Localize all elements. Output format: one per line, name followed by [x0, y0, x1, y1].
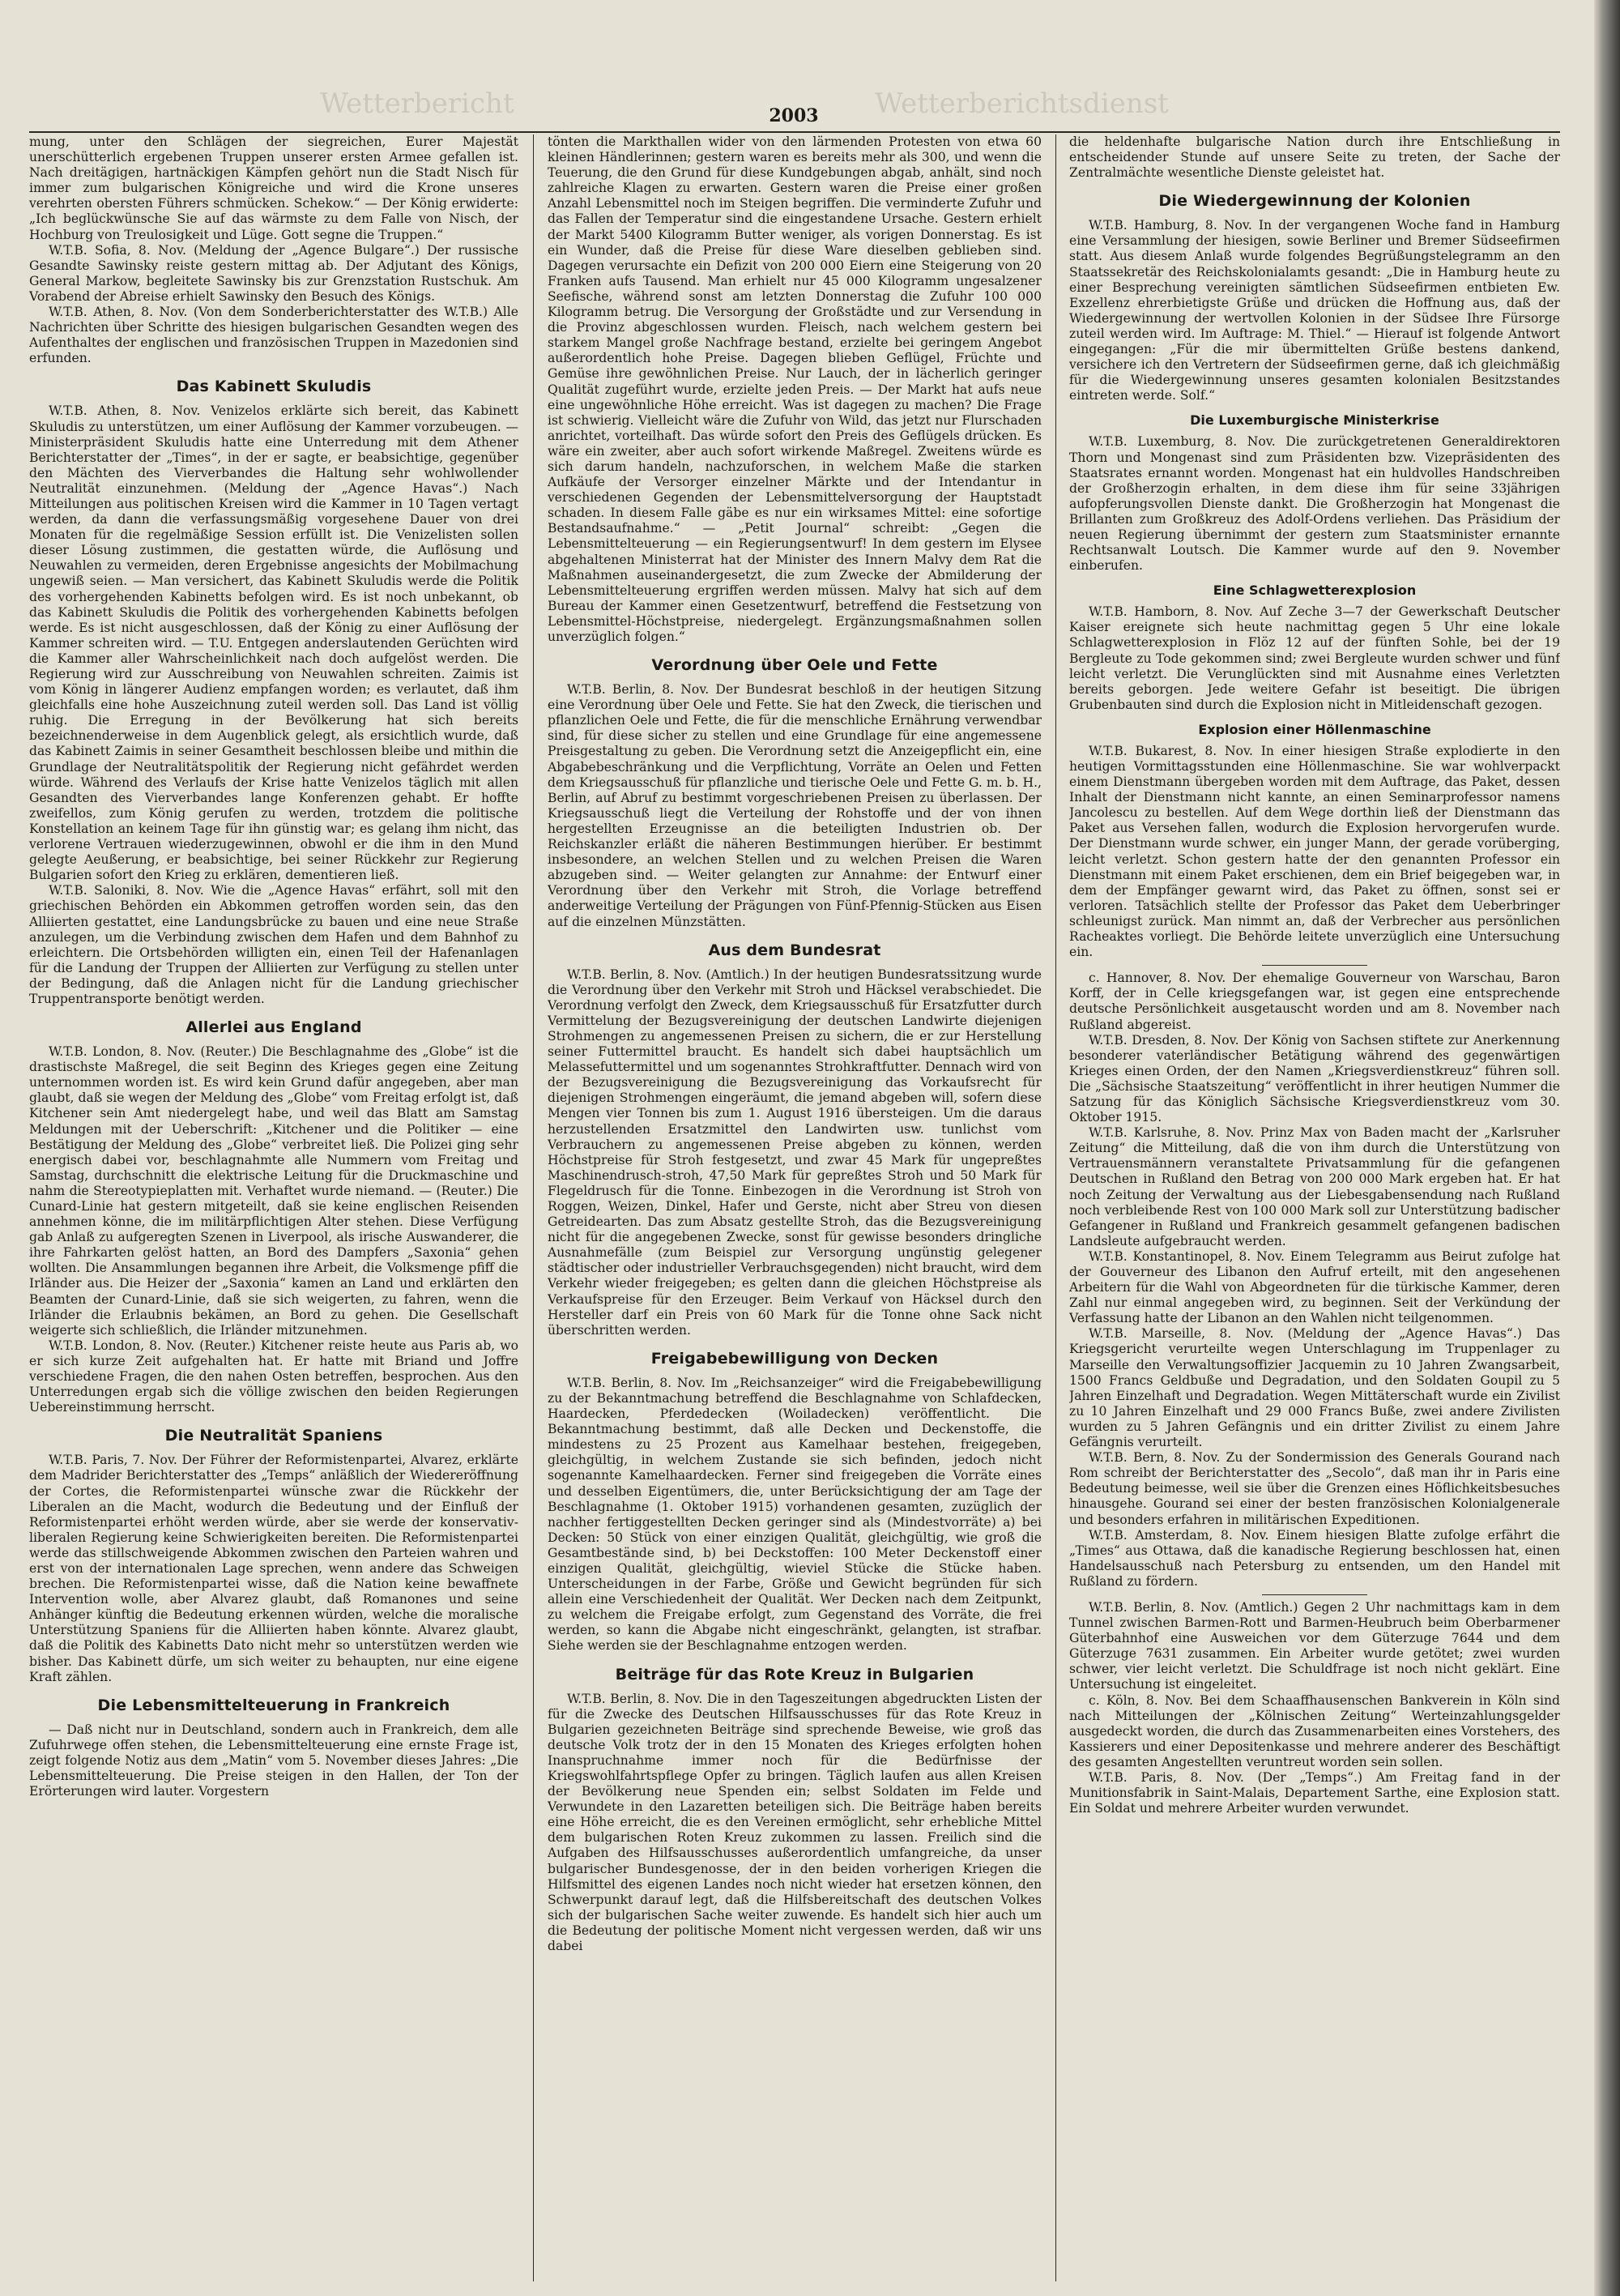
- article-paragraph: W.T.B. Hamborn, 8. Nov. Auf Zeche 3—7 der Gewerkschaft Deutscher Kaiser ereignete sich heute nachmittag gegen 5 Uhr eine lokale Schlagwetterexplosion in Flöz 12 auf der fünften Sohle, bei der 19 Bergleute zu Tode gekommen sind; zwei Bergleute wurden schwer und fünf leicht verletzt. Die Verunglückten sind mit Ausnahme eines Verletzten bereits geborgen. Jede weitere Gefahr ist beseitigt. Die übrigen Grubenbauten sind durch die Explosion nicht in Mitleidenschaft gezogen.: [1069, 604, 1560, 712]
- article-paragraph: W.T.B. Dresden, 8. Nov. Der König von Sachsen stiftete zur Anerkennung besonderer vaterländischer Betätigung während des gegenwärtigen Krieges einen Orden, der den Namen „Kriegsverdienstkreuz“ führen soll. Die „Sächsische Staatszeitung“ veröffentlicht in ihrer heutigen Nummer die Satzung für das Königlich Sächsische Kriegsverdienstkreuz vom 30. Oktober 1915.: [1069, 1032, 1560, 1125]
- page-number: 2003: [769, 105, 819, 126]
- article-paragraph: W.T.B. Athen, 8. Nov. Venizelos erklärte sich bereit, das Kabinett Skuludis zu unterstützen, um einer Auflösung der Kammer vorzubeugen. — Ministerpräsident Skuludis hatte eine Unterredung mit dem Athener Berichterstatter der „Times“, in der er sagte, er beabsichtige, gegenüber den Mächten des Vierverbandes die Haltung sehr wohlwollender Neutralität einzunehmen. (Meldung der „Agence Havas“.) Nach Mitteilungen aus politischen Kreisen wird die Kammer in 10 Tagen vertagt werden, da dann die verfassungsmäßig vorgesehene Dauer von drei Monaten für die regelmäßige Session erfüllt ist. Die Venizelisten sollen dieser Lösung zustimmen, die gestatten würde, die Auflösung und Neuwahlen zu vermeiden, deren Ergebnisse angesichts der Mobilmachung ungewiß seien. — Man versichert, das Kabinett Skuludis werde die Politik des vorhergehenden Kabinetts befolgen wird. Es ist noch unbekannt, ob das Kabinett Skuludis die Politik des vorhergehenden Kabinetts befolgen werde. Es ist nicht ausgeschlossen, daß der König zu einer Auflösung der Kammer schreiten wird. — T.U. Entgegen anderslautenden Gerüchten wird die Kammer aller Wahrscheinlichkeit nach doch aufgelöst werden. Die Regierung wird zur Ausschreibung von Neuwahlen schreiten. Zaimis ist vom König in längerer Audienz empfangen worden; es verlautet, daß ihm gleichfalls eine hohe Auszeichnung zuteil werden soll. Das Land ist völlig ruhig. Die Erregung in der Bevölkerung hat sich bereits bezeichnenderweise in dem Augenblick gelegt, als ersichtlich wurde, daß das Kabinett Zaimis in seiner Gesamtheit beschlossen bleibe und mithin die Grundlage der Neutralitätspolitik der Regierung nicht gefährdet werden würde. Während des Verlaufs der Krise hatte Venizelos täglich mit allen Gesandten des Vierverbandes lange Konferenzen gehabt. Er hoffte zweifellos, zum König gerufen zu werden, trotzdem die politische Konstellation an keinem Tage für ihn günstig war; es gelang ihm nicht, das verlorene Vertrauen wiederzugewinnen, obwohl er die ihm in den Mund gelegte Aeußerung, er beabsichtige, bei seiner Rückkehr zur Regierung Bulgarien sofort den Krieg zu erklären, dementieren ließ.: [29, 403, 518, 883]
- continued-paragraph: die heldenhafte bulgarische Nation durch ihre Entschließung in entscheidender Stunde auf unsere Seite zu treten, der Sache der Zentralmächte wesentliche Dienste geleistet hat.: [1069, 134, 1560, 181]
- article-subheadline: Eine Schlagwetterexplosion: [1213, 583, 1417, 599]
- article-paragraph: W.T.B. Saloniki, 8. Nov. Wie die „Agence Havas“ erfährt, soll mit den griechischen Behörden ein Abkommen getroffen worden sein, das den Alliierten gestattet, eine Landungsbrücke zu bauen und eine neue Straße anzulegen, um die Verbindung zwischen dem Hafen und dem Bahnhof zu erleichtern. Die Ortsbehörden willigten ein, einen Teil der Hafenanlagen für die Landung der Truppen der Alliierten zur Verfügung zu stellen unter der Bedingung, daß die Anlagen nicht für die Landung griechischer Truppentransporte benötigt werden.: [29, 883, 518, 1006]
- article-headline: Freigabebewilligung von Decken: [650, 1349, 939, 1368]
- article-paragraph: W.T.B. London, 8. Nov. (Reuter.) Die Beschlagnahme des „Globe“ ist die drastischste Maßregel, die seit Beginn des Krieges gegen eine Zeitung unternommen worden ist. Es wird kein Grund dafür angegeben, aber man glaubt, daß sie wegen der Meldung des „Globe“ vom Freitag erfolgt ist, daß Kitchener sein Amt niedergelegt habe, und weil das Blatt am Samstag Meldungen mit der Ueberschrift: „Kitchener und die Politiker — eine Bestätigung der Meldung des „Globe“ verbreitet ließ. Die Polizei ging sehr energisch dabei vor, beschlagnahmte alle Nummern vom Freitag und Samstag, durchschnitt die elektrische Leitung für die Druckmaschine und nahm die Stereotypieplatten mit. Verhaftet wurde niemand. — (Reuter.) Die Cunard-Linie hat gestern mitgeteilt, daß sie keine englischen Reisenden annehmen könne, die im militärpflichtigen Alter stehen. Diese Verfügung gab Anlaß zu aufgeregten Szenen in Liverpool, als irische Auswanderer, die ihre Fahrkarten gelöst hatten, an Bord des Dampfers „Saxonia“ gehen wollten. Die Ansammlungen begannen ihre Arbeit, die Volksmenge pfiff die Irländer aus. Die Heizer der „Saxonia“ kamen an Land und erklärten den Beamten der Cunard-Linie, daß sie sich weigerten, zu fahren, wenn die Irländer die Erlaubnis bekämen, an Bord zu gehen. Die Gesellschaft weigerte sich schließlich, die Irländer mitzunehmen.: [29, 1044, 518, 1338]
- article-headline: Aus dem Bundesrat: [708, 941, 881, 959]
- header-rule: [29, 131, 1560, 133]
- article-paragraph: W.T.B. Berlin, 8. Nov. Die in den Tageszeitungen abgedruckten Listen der für die Zwecke des Deutschen Hilfsausschusses für das Rote Kreuz in Bulgarien gezeichneten Beiträge sind sprechende Beweise, wie groß das deutsche Volk trotz der in den 15 Monaten des Krieges erfolgten hohen Inanspruchnahme immer noch für die Bedürfnisse der Kriegswohlfahrtspflege Opfer zu bringen. Täglich laufen aus allen Kreisen der Bevölkerung neue Spenden ein; selbst Soldaten im Felde und Verwundete in den Lazaretten beteiligen sich. Die Beiträge haben bereits eine Höhe erreicht, die es den Vereinen ermöglicht, sehr erhebliche Mittel dem bulgarischen Roten Kreuz zukommen zu lassen. Freilich sind die Aufgaben des Hilfsausschusses außerordentlich umfangreiche, da unser bulgarischer Bundesgenosse, der in den beiden vorherigen Kriegen die Hilfsmittel des eigenen Landes noch nicht wieder hat ersetzen können, den Schwerpunkt darauf legt, daß die Hilfsbereitschaft des deutschen Volkes sich der bulgarischen Sache weiter zuwende. Es handelt sich hier auch um die Bedeutung der politische Moment nicht vergessen werden, daß wir uns dabei: [548, 1691, 1042, 1954]
- column-2: [548, 134, 1042, 2281]
- article-paragraph: W.T.B. Sofia, 8. Nov. (Meldung der „Agence Bulgare“.) Der russische Gesandte Sawinsky reiste gestern mittag ab. Der Adjutant des Königs, General Markow, begleitete Sawinsky bis zur Grenzstation Rustschuk. Am Vorabend der Abreise erhielt Sawinsky den Besuch des Königs.: [29, 242, 518, 304]
- article-paragraph: — Daß nicht nur in Deutschland, sondern auch in Frankreich, dem alle Zufuhrwege offen stehen, die Lebensmittelteuerung eine ernste Frage ist, zeigt folgende Notiz aus dem „Matin“ vom 5. November dieses Jahres: „Die Lebensmittelteuerung. Die Preise steigen in den Hallen, der Ton der Erörterungen wird lauter. Vorgestern: [29, 1722, 518, 1799]
- section-separator: [1262, 965, 1367, 966]
- article-paragraph: W.T.B. Konstantinopel, 8. Nov. Einem Telegramm aus Beirut zufolge hat der Gouverneur des Libanon den Aufruf erteilt, mit den angesehenen Arbeitern für die Wahl von Abgeordneten für die türkische Kammer, deren Zahl nur einmal angegeben wird, zu beginnen. Seit der Verkündung der Verfassung hatte der Libanon an den Wahlen nicht teilgenommen.: [1069, 1248, 1560, 1326]
- article-subheadline: Explosion einer Höllenmaschine: [1198, 721, 1431, 737]
- article-paragraph: W.T.B. Amsterdam, 8. Nov. Einem hiesigen Blatte zufolge erfährt die „Times“ aus Ottawa, daß die kanadische Regierung beschlossen hat, einen Handelsausschuß nach Petersburg zu entsenden, um den Handel mit Rußland zu fördern.: [1069, 1527, 1560, 1589]
- article-paragraph: W.T.B. Hamburg, 8. Nov. In der vergangenen Woche fand in Hamburg eine Versammlung der hiesigen, sowie Berliner und Bremer Südseefirmen statt. Aus diesem Anlaß wurde folgendes Begrüßungstelegramm an den Staatssekretär des Reichskolonialamts gesandt: „Die in Hamburg heute zu einer Besprechung vereinigten sämtlichen Südseefirmen entbieten Ew. Exzellenz ehrerbietigste Grüße und drücken die Hoffnung aus, daß der Wiedergewinnung der wertvollen Kolonien in der Südsee Ihre Fürsorge zuteil werden wird. Im Auftrage: M. Thiel.“ — Hierauf ist folgende Antwort eingegangen: „Für die mir übermittelten Grüße bestens dankend, versichere ich den Vertretern der Südseefirmen gerne, daß ich gleichmäßig für die Wiedergewinnung unseres gesamten kolonialen Besitzstandes eintreten werde. Solf.“: [1069, 218, 1560, 403]
- bleed-through-text: Wetterberichtsdienst: [875, 87, 1169, 120]
- article-paragraph: c. Hannover, 8. Nov. Der ehemalige Gouverneur von Warschau, Baron Korff, der in Celle kriegsgefangen war, ist gegen eine entsprechende deutsche Persönlichkeit ausgetauscht worden und am 8. November nach Rußland abgereist.: [1069, 971, 1560, 1032]
- article-paragraph: W.T.B. Berlin, 8. Nov. (Amtlich.) In der heutigen Bundesratssitzung wurde die Verordnung über den Verkehr mit Stroh und Häcksel verabschiedet. Die Verordnung verfolgt den Zweck, dem Kriegsausschuß für Ersatzfutter durch Vermittelung der Bezugsvereinigung der deutschen Landwirte diejenigen Strohmengen zu angemessenen Preisen zu sichern, die er zur Herstellung seiner Futtermittel braucht. Es handelt sich dabei hauptsächlich um Melassefuttermittel und um sogenanntes Strohkraftfutter. Dennach wird von der Bezugsvereinigung die Bezugsvereinigung das Vorkaufsrecht für diejenigen Strohmengen eingeräumt, die jemand abgeben will, sofern diese Mengen vier Tonnen bis zum 1. August 1916 übersteigen. Um die daraus herzustellenden Ersatzmittel den Landwirten usw. tunlichst vom Verbrauchern zu angemessenen Preise abgeben zu können, werden Höchstpreise für Stroh festgesetzt, und zwar 45 Mark für ungepreßtes Maschinendrusch-stroh, 47,50 Mark für gepreßtes Stroh und 50 Mark für Flegeldrusch für die Tonne. Einbezogen in die Verordnung ist Stroh von Roggen, Weizen, Dinkel, Hafer und Gerste, nicht aber Streu von diesen Getreidearten. Das zum Absatz gestellte Stroh, das die Bezugsvereinigung nicht für die angegebenen Zwecke, sonst für gewisse besonders dringliche Ausnahmefälle (zum Beispiel zur Versorgung ungünstig gelegener städtischer oder industrieller Verbrauchsgegenden) nicht braucht, wird dem Verkehr wieder freigegeben; es gelten dann die gleichen Höchstpreise als Verkaufspreise für den Erzeuger. Beim Verkauf von Häcksel durch den Hersteller darf ein Preis von 60 Mark für die Tonne ohne Sack nicht überschritten werden.: [548, 967, 1042, 1338]
- article-paragraph: W.T.B. Marseille, 8. Nov. (Meldung der „Agence Havas“.) Das Kriegsgericht verurteilte wegen Unterschlagung im Truppenlager zu Marseille den Verwaltungsoffizier Jacquemin zu 10 Jahren Zwangsarbeit, 1500 Francs Geldbuße und Degradation, und den Soldaten Goupil zu 5 Jahren Einzelhaft und Degradation. Wegen Mittäterschaft wurde ein Zivilist zu 10 Jahren Einzelhaft und 29 000 Francs Buße, zwei andere Zivilisten wurden zu 5 Jahren Gefängnis und ein dritter Zivilist zu einem Jahre Gefängnis verurteilt.: [1069, 1326, 1560, 1450]
- article-headline: Allerlei aus England: [185, 1018, 362, 1037]
- section-separator: [1262, 1594, 1367, 1595]
- article-paragraph: W.T.B. Berlin, 8. Nov. (Amtlich.) Gegen 2 Uhr nachmittags kam in dem Tunnel zwischen Barmen-Rott und Barmen-Heubruch beim Oberbarmener Güterbahnhof eine Ausweichen vor dem Güterzuge 7644 und dem Güterzuge 7631 zusammen. Ein Arbeiter wurde getötet; zwei wurden schwer, vier leicht verletzt. Die Schuldfrage ist noch nicht geklärt. Eine Untersuchung ist eingeleitet.: [1069, 1599, 1560, 1692]
- article-paragraph: W.T.B. Bern, 8. Nov. Zu der Sondermission des Generals Gourand nach Rom schreibt der Berichterstatter des „Secolo“, daß man ihr in Paris eine Bedeutung beimesse, weil sie über die Grenzen eines Höflichkeitsbesuches hinausgehe. Gourand sei einer der besten französischen Kolonialgenerale und besonders erfahren in militärischen Expeditionen.: [1069, 1450, 1560, 1527]
- article-paragraph: W.T.B. Berlin, 8. Nov. Im „Reichsanzeiger“ wird die Freigabebewilligung zu der Bekanntmachung betreffend die Beschlagnahme von Schlafdecken, Haardecken, Pferdedecken (Woiladecken) veröffentlicht. Die Bekanntmachung bestimmt, daß alle Decken und Deckenstoffe, die mindestens zu 25 Prozent aus Kamelhaar bestehen, freigegeben, gleichgültig, in welchem Zustande sie sich befinden, jedoch nicht sogenannte Kamelhaardecken. Ferner sind freigegeben die Vorräte eines und desselben Eigentümers, die, unter Berücksichtigung der am Tage der Beschlagnahme (1. Oktober 1915) vorhandenen gesamten, zuzüglich der nachher fertiggestellten Decken geringer sind als (Mindestvorräte) a) bei Decken: 50 Stück von einer einzigen Qualität, gleichgültig, wie groß die Gesamtbestände sind, b) bei Deckstoffen: 100 Meter Deckenstoff einer einzigen Qualität, gleichgültig, wieviel Stücke die Stücke haben. Unterscheidungen in der Farbe, Größe und Gewicht begründen für sich allein eine Verschiedenheit der Qualität. Wer Decken nach dem Zeitpunkt, zu welchem die Freigabe erfolgt, zum Gegenstand des Vorräte, die frei werden, so kann die Abgabe nicht eingeschränkt, gelangten, ist strafbar. Siehe werden sie der Beschlagnahme entzogen werden.: [548, 1375, 1042, 1654]
- article-paragraph: W.T.B. Athen, 8. Nov. (Von dem Sonderberichterstatter des W.T.B.) Alle Nachrichten über Schritte des hiesigen bulgarischen Gesandten wegen des Aufenthaltes der englischen und französischen Truppen in Mazedonien sind erfunden.: [29, 305, 518, 366]
- article-headline: Verordnung über Oele und Fette: [651, 656, 938, 675]
- article-subheadline: Die Luxemburgische Ministerkrise: [1190, 412, 1439, 429]
- article-headline: Die Neutralität Spaniens: [164, 1427, 383, 1445]
- column-3: [1069, 134, 1560, 2281]
- article-paragraph: W.T.B. London, 8. Nov. (Reuter.) Kitchener reiste heute aus Paris ab, wo er sich kurze Zeit aufgehalten hat. Er hatte mit Briand und Joffre verschiedene Fragen, die den nahen Osten betreffen, besprochen. Aus den Unterredungen ergab sich die völlige zwischen den beiden Regierungen Uebereinstimmung herrscht.: [29, 1338, 518, 1415]
- bleed-through-text: Wetterbericht: [320, 87, 514, 120]
- article-paragraph: W.T.B. Berlin, 8. Nov. Der Bundesrat beschloß in der heutigen Sitzung eine Verordnung über Oele und Fette. Sie hat den Zweck, die tierischen und pflanzlichen Oele und Fette, die für die menschliche Ernährung verwendbar sind, für diese sicher zu stellen und eine Grundlage für eine angemessene Preisgestaltung zu geben. Die Verordnung setzt die Anzeigepflicht ein, eine Abgabebeschränkung und die Verpflichtung, Vorräte an Oelen und Fetten dem Kriegsausschuß für pflanzliche und tierische Oele und Fette G. m. b. H., Berlin, auf Abruf zu bestimmt vorgeschriebenen Preisen zu überlassen. Der Kriegsausschuß liegt die Verteilung der Rohstoffe und der von ihnen hergestellten Erzeugnisse an die beteiligten Industrien ob. Der Reichskanzler erläßt die näheren Bestimmungen hierüber. Er bestimmt insbesondere, an welchen Stellen und zu welchen Preisen die Waren abzugeben sind. — Weiter gelangten zur Annahme: der Entwurf einer Verordnung über den Verkehr mit Stroh, die Vorlage betreffend anderweitige Verteilung der Prägungen von Fünf-Pfennig-Stücken aus Eisen auf die einzelnen Münzstätten.: [548, 682, 1042, 929]
- article-paragraph: W.T.B. Karlsruhe, 8. Nov. Prinz Max von Baden macht der „Karlsruher Zeitung“ die Mitteilung, daß die von ihm durch die Unterstützung von Vertrauensmännern veranstaltete Privatsammlung für die gefangenen Deutschen in Rußland den Betrag von 200 000 Mark ergeben hat. Er hat noch Zeitung der Verwaltung aus der Liebesgabensendung nach Rußland noch verbleibende Rest von 100 000 Mark soll zur Unterstützung badischer Gefangener in Rußland und Frankreich gesammelt gefangenen badischen Landsleute aufgebraucht werden.: [1069, 1125, 1560, 1248]
- article-headline: Beiträge für das Rote Kreuz in Bulgarien: [615, 1665, 974, 1684]
- column-1: [29, 134, 518, 2281]
- article-headline: Das Kabinett Skuludis: [176, 378, 372, 396]
- article-paragraph: W.T.B. Paris, 7. Nov. Der Führer der Reformistenpartei, Alvarez, erklärte dem Madrider Berichterstatter des „Temps“ anläßlich der Wiedereröffnung der Cortes, die Reformistenpartei wünsche zwar die Rückkehr der Liberalen an die Macht, wodurch die Bedeutung und der Einfluß der Reformistenpartei erhöht werden würde, aber sie werde der konservativ-liberalen Regierung keine Schwierigkeiten bereiten. Die Reformistenpartei werde das stillschweigende Abkommen zwischen den Parteien wahren und erst von der internationalen Lage sprechen, wenn andere das Schweigen brechen. Die Reformistenpartei wisse, daß die Nation keine bewaffnete Intervention wolle, aber Alvarez glaubt, daß Romanones und seine Anhänger künftig die Bedeutung erkennen würden, welche die moralische Unterstützung Spaniens für die Alliierten haben könnte. Alvarez glaubt, daß die Politik des Kabinetts Dato nicht mehr so unterstützen werden wie bisher. Das Kabinett dürfe, um sich weiter zu behaupten, nur eine eigene Kraft zählen.: [29, 1453, 518, 1684]
- article-headline: Die Lebensmittelteuerung in Frankreich: [97, 1696, 450, 1714]
- column-divider: [1055, 134, 1056, 2281]
- continued-paragraph: mung, unter den Schlägen der siegreichen, Eurer Majestät unerschütterlich ergebenen Truppen unserer ersten Armee gefallen ist. Nach dreitägigen, hartnäckigen Kämpfen gehört nun die Stadt Nisch für immer zum bulgarischen Königreiche und wird die Krone unseres verehrten obersten Führers schmücken. Schekow.“ — Der König erwiderte: „Ich beglückwünsche Sie auf das wärmste zu dem Falle von Nisch, der Hochburg von Treulosigkeit und Lüge. Gott segne die Truppen.“: [29, 134, 518, 242]
- article-paragraph: W.T.B. Bukarest, 8. Nov. In einer hiesigen Straße explodierte in den heutigen Vormittagsstunden eine Höllenmaschine. Sie war wohlverpackt einem Dienstmann übergeben worden mit dem Auftrage, das Paket, dessen Inhalt der Dienstmann nicht kannte, an einen Seminarprofessor namens Jancolescu zu bestellen. Auf dem Wege dorthin ließ der Dienstmann das Paket aus Versehen fallen, wodurch die Explosion hervorgerufen wurde. Der Dienstmann wurde schwer, ein junger Mann, der gerade vorüberging, leicht verletzt. Schon gestern hatte der den genannten Professor ein Dienstmann mit einem Paket erschienen, dem ein Brief beigegeben war, in dem der Empfänger gewarnt wird, das Paket zu öffnen, sonst sei er verloren. Tatsächlich stellte der Professor das Paket dem Ueberbringer schleunigst zurück. Man nimmt an, daß der Verbrecher aus persönlichen Racheaktes vorliegt. Die Behörde leitete unverzüglich eine Untersuchung ein.: [1069, 743, 1560, 960]
- book-spine: [1594, 0, 1620, 2296]
- article-paragraph: W.T.B. Luxemburg, 8. Nov. Die zurückgetretenen Generaldirektoren Thorn und Mongenast sind zum Präsidenten bzw. Vizepräsidenten des Staatsrates ernannt worden. Mongenast hat ein huldvolles Handschreiben der Großherzogin erhalten, in dem diese ihm für seine 33jährigen aufopferungsvollen Dienste dankt. Die Großherzogin hat Mongenast die Brillanten zum Großkreuz des Adolf-Ordens verliehen. Das Präsidium der neuen Regierung übernimmt der gestern zum Staatsminister ernannte Rechtsanwalt Loutsch. Die Kammer wurde auf den 9. November einberufen.: [1069, 434, 1560, 574]
- article-paragraph: c. Köln, 8. Nov. Bei dem Schaaffhausenschen Bankverein in Köln sind nach Mitteilungen der „Kölnischen Zeitung“ Werteinzahlungsgelder ausgedeckt worden, die durch das Zusammenarbeiten eines Vorstehers, des Kassierers und einer Depositenkasse und mehrere anderer des Beschäftigt des gesamten Angestellten veruntreut worden sein sollen.: [1069, 1692, 1560, 1769]
- continued-paragraph: tönten die Markthallen wider von den lärmenden Protesten von etwa 60 kleinen Händlerinnen; gestern waren es bereits mehr als 300, und wenn die Teuerung, die den Grund für diese Kundgebungen abgab, anhält, sind noch zahlreiche Klagen zu erwarten. Gestern waren die Preise einer großen Anzahl Lebensmittel noch im Steigen begriffen. Die verminderte Zufuhr und das Fallen der Temperatur sind die eingestandene Ursache. Gestern erhielt der Markt 5400 Kilogramm Butter weniger, als vorigen Donnerstag. Es ist ein Wunder, daß die Preise für diese Ware dieselben geblieben sind. Dagegen verursachte ein Defizit von 200 000 Eiern eine Steigerung von 20 Franken aufs Tausend. Man erhielt nur 45 000 Kilogramm ungesalzener Seefische, während sonst am letzten Donnerstag die Zufuhr 100 000 Kilogramm betrug. Die Versorgung der Großstädte und zur Versendung in die Provinz abgeschlossen wurden. Fleisch, nach welchem gestern bei starkem Mangel große Nachfrage bestand, erzielte bei geringem Angebot außerordentlich hohe Preise. Dagegen blieben Geflügel, Früchte und Gemüse ihre gewöhnlichen Preise. Nur Lauch, der in lächerlich geringer Qualität zugeführt wurde, erzielte jeden Preis. — Der Markt hat aufs neue eine ungewöhnliche Höhe erreicht. Was ist dagegen zu machen? Die Frage ist schwierig. Vielleicht wäre die Zufuhr von Wild, das jetzt nur Flurschaden anrichtet, vorteilhaft. Das würde sofort den Preis des Geflügels drücken. Es wäre ein zweiter, aber auch sofort wirkende Maßregel. Zweitens würde es sich darum handeln, nachzuforschen, in welchem Maße die starken Aufkäufe der Versorger einzelner Märkte und der Intendantur in verschiedenen Gegenden der Lebensmittelversorgung der Hauptstadt schaden. In diesem Falle gäbe es nur ein wirksames Mittel: eine sofortige Bestandsaufnahme.“ — „Petit Journal“ schreibt: „Gegen die Lebensmittelteuerung — ein Regierungsentwurf! In dem gestern im Elysee abgehaltenen Ministerrat hat der Minister des Innern Malvy dem Rat die Maßnahmen auseinandergesetzt, die zum Zwecke der Abmilderung der Lebensmittelteuerung ergriffen werden müssen. Malvy hat sich auf dem Bureau der Kammer einen Gesetzentwurf, betreffend die Festsetzung von Lebensmittel-Höchstpreise, niedergelegt. Ergänzungsmaßnahmen sollen unverzüglich folgen.“: [548, 134, 1042, 644]
- article-headline: Die Wiedergewinnung der Kolonien: [1158, 192, 1471, 211]
- article-paragraph: W.T.B. Paris, 8. Nov. (Der „Temps“.) Am Freitag fand in der Munitionsfabrik in Saint-Malais, Departement Sarthe, eine Explosion statt. Ein Soldat und mehrere Arbeiter wurden verwundet.: [1069, 1770, 1560, 1816]
- column-divider: [533, 134, 534, 2281]
